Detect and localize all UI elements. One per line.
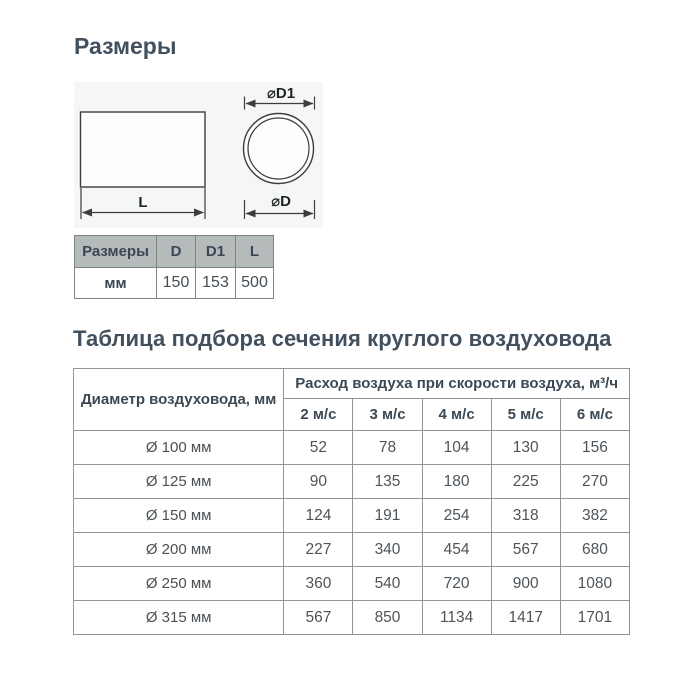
airflow-cell: 225 <box>491 465 560 499</box>
airflow-cell: 156 <box>560 431 629 465</box>
airflow-cell: 1701 <box>560 601 629 635</box>
airflow-cell: 270 <box>560 465 629 499</box>
airflow-cell: 680 <box>560 533 629 567</box>
duct-side-view <box>81 112 206 219</box>
table-row <box>74 465 630 499</box>
dims-header-sizes: Размеры <box>75 236 157 268</box>
airflow-cell: 254 <box>422 499 491 533</box>
airflow-cell: 540 <box>353 567 422 601</box>
airflow-cell: 360 <box>284 567 353 601</box>
airflow-cell: 180 <box>422 465 491 499</box>
speed-header-4ms: 4 м/с <box>422 399 491 431</box>
airflow-cell: 124 <box>284 499 353 533</box>
airflow-cell: 191 <box>353 499 422 533</box>
speed-header-6ms: 6 м/с <box>560 399 629 431</box>
diameter-cell: Ø 200 мм <box>74 533 284 567</box>
dims-unit-cell: мм <box>75 268 157 299</box>
duct-front-view <box>244 85 315 219</box>
dims-header-d1: D1 <box>196 236 236 268</box>
airflow-group-header: Расход воздуха при скорости воздуха, м³/ч <box>284 369 630 399</box>
airflow-cell: 567 <box>491 533 560 567</box>
dims-value-d: 150 <box>157 268 196 299</box>
airflow-cell: 104 <box>422 431 491 465</box>
airflow-cell: 227 <box>284 533 353 567</box>
diameter-column-header: Диаметр воздуховода, мм <box>74 369 284 431</box>
airflow-cell: 135 <box>353 465 422 499</box>
airflow-cell: 130 <box>491 431 560 465</box>
table-row <box>74 499 630 533</box>
dims-header-l: L <box>236 236 274 268</box>
airflow-cell: 340 <box>353 533 422 567</box>
duct-body-rectangle <box>81 112 206 187</box>
selection-header-row-1 <box>74 369 630 399</box>
table-row <box>74 431 630 465</box>
airflow-cell: 1080 <box>560 567 629 601</box>
airflow-cell: 720 <box>422 567 491 601</box>
dim-label-d1: ⌀D1 <box>266 85 296 102</box>
duct-drawing <box>74 82 323 228</box>
dimensions-diagram <box>74 82 323 228</box>
diameter-cell: Ø 100 мм <box>74 431 284 465</box>
dimensions-table <box>74 235 274 299</box>
diameter-cell: Ø 150 мм <box>74 499 284 533</box>
dim-label-d: ⌀D <box>271 193 291 210</box>
airflow-cell: 52 <box>284 431 353 465</box>
dimensions-table-header-row <box>75 236 274 268</box>
diameter-cell: Ø 125 мм <box>74 465 284 499</box>
speed-header-5ms: 5 м/с <box>491 399 560 431</box>
airflow-cell: 318 <box>491 499 560 533</box>
airflow-cell: 78 <box>353 431 422 465</box>
table-row <box>74 533 630 567</box>
diameter-cell: Ø 250 мм <box>74 567 284 601</box>
airflow-cell: 850 <box>353 601 422 635</box>
diameter-cell: Ø 315 мм <box>74 601 284 635</box>
airflow-cell: 454 <box>422 533 491 567</box>
airflow-cell: 1417 <box>491 601 560 635</box>
airflow-cell: 900 <box>491 567 560 601</box>
selection-table-title: Таблица подбора сечения круглого воздуховода <box>73 326 612 351</box>
dim-label-length: L <box>138 194 148 211</box>
speed-header-3ms: 3 м/с <box>353 399 422 431</box>
duct-outer-circle <box>244 114 314 184</box>
dimensions-section-title: Размеры <box>74 33 177 59</box>
table-row <box>74 601 630 635</box>
airflow-cell: 90 <box>284 465 353 499</box>
dims-value-l: 500 <box>236 268 274 299</box>
dims-header-d: D <box>157 236 196 268</box>
airflow-cell: 567 <box>284 601 353 635</box>
dimensions-table-value-row <box>75 268 274 299</box>
table-row <box>74 567 630 601</box>
speed-header-2ms: 2 м/с <box>284 399 353 431</box>
airflow-cell: 382 <box>560 499 629 533</box>
dims-value-d1: 153 <box>196 268 236 299</box>
airflow-cell: 1134 <box>422 601 491 635</box>
duct-selection-table <box>73 368 630 635</box>
